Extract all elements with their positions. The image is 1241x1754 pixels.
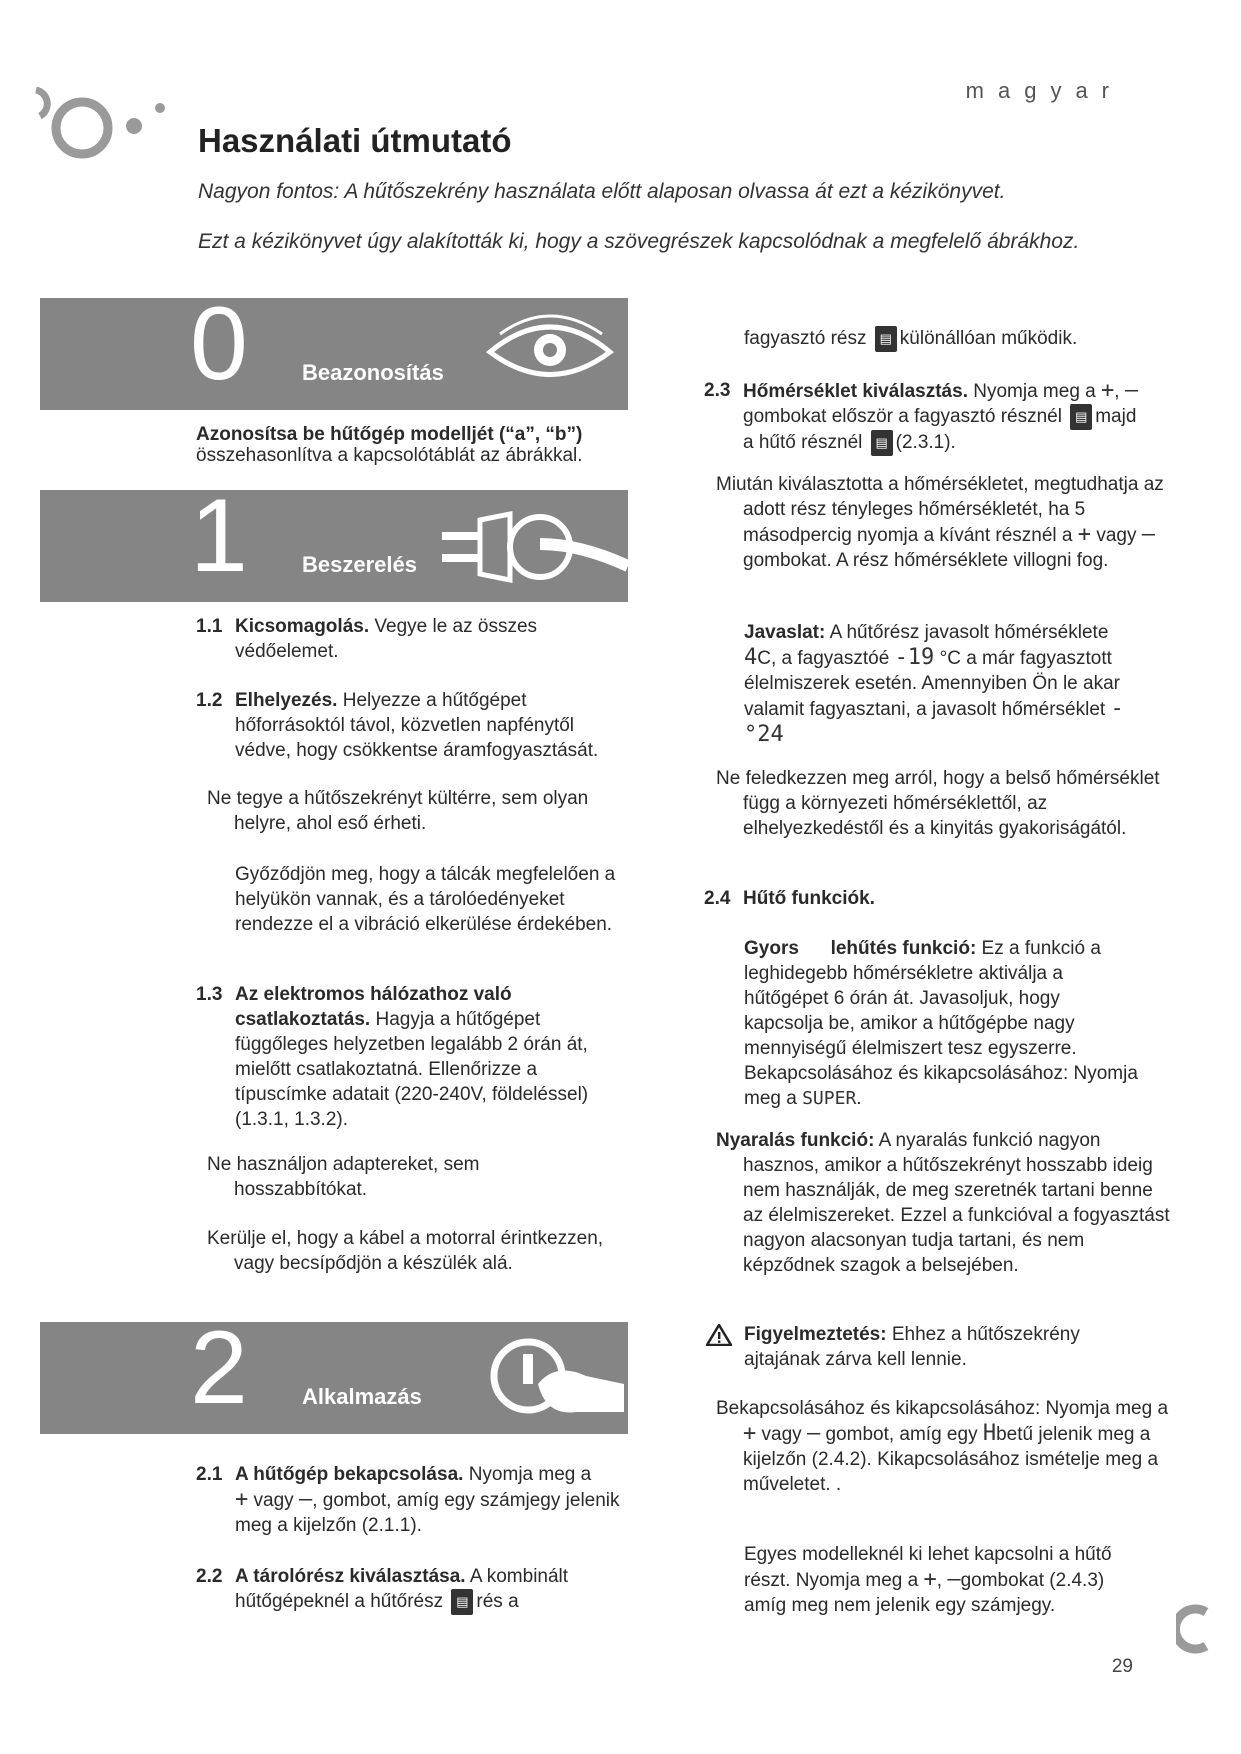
section-text: Vegye le az összes védőelemet. (235, 616, 538, 662)
identify-rest: összehasonlítva a kapcsolótáblát az ábrákkal. (196, 445, 583, 466)
minus-icon: — (298, 1487, 313, 1512)
text-part: °C a már fagyasztott élelmiszerek esetén. Amennyiben Ön le akar valamit fagyasztani, a javasolt hőmérséklet (744, 648, 1120, 720)
section-2-2 (196, 1564, 626, 1615)
identify-text (196, 424, 616, 466)
or-text: vagy (253, 1490, 294, 1511)
text-part: A nyaralás funkció nagyon hasznos, amikor a hűtőszekrényt hosszabb ideig nem használják, de meg szeretnék tartani benne az élelmiszereket. Ezzel a funkcióval a fogyasztást nagyon alacsonyan tudja tartani, és nem képződnek szagok a belsejében. (743, 1130, 1170, 1276)
remember-text: Ne feledkezzen meg arról, hogy a belső hőmérséklet függ a környezeti hőmérséklettől, az elhelyezkedéstől és a kinyitás gyakoriságától. (716, 768, 1160, 839)
plus-icon: + (235, 1487, 249, 1512)
warning-text (744, 1322, 1144, 1372)
fast-cool-text: Gyors lehűtés funkció: Ez a funkció a leghidegebb hőmérsékletre aktiválja a hűtőgépet 6 órán át. Javasoljuk, hogy kapcsolja be, amikor a hűtőgépbe nagy mennyiségű élelmiszert tesz egyszerre. Bekapcsolásához és kikapcsolásához: Nyomja meg a SUPER. (744, 938, 1138, 1109)
display-digits: -°24 (744, 696, 1124, 747)
after-selection-text (716, 472, 1173, 573)
section-heading: Kicsomagolás. (235, 616, 370, 637)
plus-icon: + (743, 1421, 757, 1446)
text-part: Egyes modelleknél ki lehet kapcsolni a hűtő részt. Nyomja meg a (744, 1544, 1112, 1591)
text-part: gombokat először a fagyasztó résznél (743, 406, 1062, 428)
section-heading: A tárolórész kiválasztása. (235, 1566, 466, 1587)
text-part: Nyomja meg a (967, 381, 1096, 402)
text-part: Miután kiválasztotta a hőmérsékletet, megtudhatja az adott rész tényleges hőmérsékletét, ha 5 másodpercig nyomja a kívánt résznél a (716, 474, 1164, 546)
plus-icon: + (1101, 378, 1115, 403)
text-part: Ez a funkció a leghidegebb hőmérsékletre aktiválja a hűtőgépet 6 órán át. Javasoljuk, hogy kapcsolja be, amikor a hűtőgépbe nagy mennyiségű élelmiszert tesz egyszerre. Bekapcsolásához és kikapcsolásához: Nyomja meg a (744, 938, 1138, 1109)
fast-cool-heading: Gyors lehűtés funkció: (744, 938, 977, 959)
section-1-3 (196, 982, 626, 1132)
text-part: Ehhez a hűtőszekrény ajtajának zárva kell lennie. (744, 1324, 1080, 1370)
eye-icon (480, 312, 620, 392)
adapters-note: Ne használjon adaptereket, sem hosszabbítókat. (207, 1154, 480, 1200)
section-heading: Hűtő funkciók. (743, 888, 875, 909)
finger-press-icon (476, 1332, 626, 1428)
minus-icon: — (947, 1567, 961, 1592)
display-digits: 4 (744, 645, 758, 670)
text-part: gombot, amíg egy (825, 1424, 978, 1445)
text-part: gombokat. A rész hőmérséklete villogni fog. (743, 550, 1109, 571)
section-0-banner (40, 286, 628, 410)
language-label: magyar (965, 78, 1123, 103)
section-number-text: 2.3 (704, 380, 731, 401)
page-number: 29 (1111, 1656, 1133, 1677)
section-2-3 (704, 378, 1144, 456)
trays-note: Győződjön meg, hogy a tálcák megfelelően a helyükön vannak, és a tárolóedényeket rendezze el a vibráció elkerülése érdekében. (235, 864, 616, 935)
minus-icon: — (1124, 378, 1139, 403)
super-display: SUPER (802, 1088, 857, 1109)
holiday-onoff-text (716, 1396, 1173, 1497)
identify-bold: Azonosítsa be hűtőgép modelljét (“a”, “b”) (196, 424, 583, 445)
section-number-text: 2.4 (704, 888, 731, 909)
text-part: A hűtőrész javasolt hőmérséklete (825, 622, 1109, 643)
section-number: 1 (190, 478, 248, 594)
intro-important: Nagyon fontos: A hűtőszekrény használata előtt alaposan olvassa át ezt a kézikönyvet. (198, 180, 1006, 203)
section-1-1 (196, 614, 626, 664)
cable-note: Kerülje el, hogy a kábel a motorral érintkezzen, vagy becsípődjön a készülék alá. (207, 1228, 604, 1274)
section-title: Beszerelés (302, 552, 417, 577)
minus-icon: — (1141, 522, 1155, 547)
text-part: gombokat (2.4.3) amíg meg nem jelenik egy számjegy. (744, 1570, 1105, 1616)
brand-logo-icon (30, 78, 170, 178)
intro-structure: Ezt a kézikönyvet úgy alakították ki, hogy a szövegrészek kapcsolódnak a megfelelő ábrákhoz. (198, 230, 1080, 253)
text-part: Bekapcsolásához és kikapcsolásához: Nyomja meg a (716, 1398, 1169, 1419)
plus-icon: + (923, 1567, 937, 1592)
page-title: Használati útmutató (198, 122, 512, 159)
text-part: betű jelenik meg a kijelzőn (2.4.2). Kikapcsolásához ismételje meg a műveletet. . (743, 1424, 1159, 1495)
section-heading: Hőmérséklet kiválasztás. (743, 381, 968, 402)
text-part: vagy (1096, 525, 1137, 546)
text-part: (2.3.1). (895, 432, 956, 454)
holiday-text (716, 1128, 1173, 1278)
section-number-text: 2.1 (196, 1464, 223, 1485)
text-part: majd a hűtő résznél (743, 406, 1137, 454)
section-number: 0 (190, 286, 248, 402)
section-text-end: , gombot, amíg egy számjegy jelenik meg a kijelzőn (2.1.1). (235, 1490, 620, 1536)
text-part: , (936, 1570, 943, 1591)
brand-mark-icon (1176, 1604, 1210, 1654)
warning-heading: Figyelmeztetés: (744, 1324, 887, 1345)
compartment-icon: ▤ (1070, 404, 1092, 430)
section-text: Nyomja meg a (463, 1464, 592, 1485)
plug-icon (440, 504, 630, 590)
section-heading: Elhelyezés. (235, 690, 338, 711)
holiday-heading: Nyaralás funkció: (716, 1130, 875, 1151)
tip-heading: Javaslat: (744, 622, 826, 643)
display-letter: H (982, 1421, 997, 1446)
compartment-icon: ▤ (871, 430, 893, 456)
section-heading: A hűtőgép bekapcsolása. (235, 1464, 464, 1485)
minus-icon: — (806, 1421, 821, 1446)
display-digits: -19 (894, 645, 935, 670)
freezer-separate-text (744, 326, 1164, 352)
section-number-text: 1.3 (196, 984, 223, 1005)
section-1-2 (196, 688, 626, 763)
section-number: 2 (190, 1310, 248, 1426)
text-part: vagy (761, 1424, 802, 1445)
section-title: Beazonosítás (302, 360, 444, 385)
text-part: különállóan működik. (899, 328, 1078, 350)
outdoor-warning: Ne tegye a hűtőszekrényt kültérre, sem olyan helyre, ahol eső érheti. (207, 788, 589, 834)
text-part: fagyasztó rész (744, 328, 867, 350)
section-number-text: 1.2 (196, 690, 223, 711)
section-text: Hagyja a hűtőgépet függőleges helyzetben legalább 2 órán át, mielőtt csatlakoztatná. Ellenőrizze a típuscímke adatait (220-240V, földeléssel) (1.3.1, 1.3.2). (235, 1009, 589, 1130)
section-number-text: 1.1 (196, 616, 223, 637)
section-title: Alkalmazás (302, 1384, 422, 1409)
section-2-4 (704, 886, 1144, 911)
section-text: Helyezze a hűtőgépet hőforrásoktól távol, közvetlen napfénytől védve, hogy csökkentse áramfogyasztását. (235, 690, 599, 761)
section-2-banner (40, 1310, 628, 1434)
warning-icon (706, 1324, 732, 1346)
compartment-icon: ▤ (875, 326, 897, 352)
text-part: C, a fagyasztóé (757, 648, 890, 669)
section-text-end: rés a (476, 1591, 519, 1613)
recommendation-text (744, 620, 1144, 748)
text-part: , (1114, 381, 1120, 402)
section-text: A kombinált hűtőgépeknél a hűtőrész (235, 1566, 569, 1613)
section-heading: Az elektromos hálózathoz való csatlakoztatás. (235, 984, 512, 1030)
section-1-banner (40, 478, 628, 602)
compartment-icon: ▤ (451, 1589, 473, 1615)
models-text (744, 1542, 1144, 1618)
section-number-text: 2.2 (196, 1566, 223, 1587)
section-2-1 (196, 1462, 626, 1538)
plus-icon: + (1077, 522, 1092, 547)
